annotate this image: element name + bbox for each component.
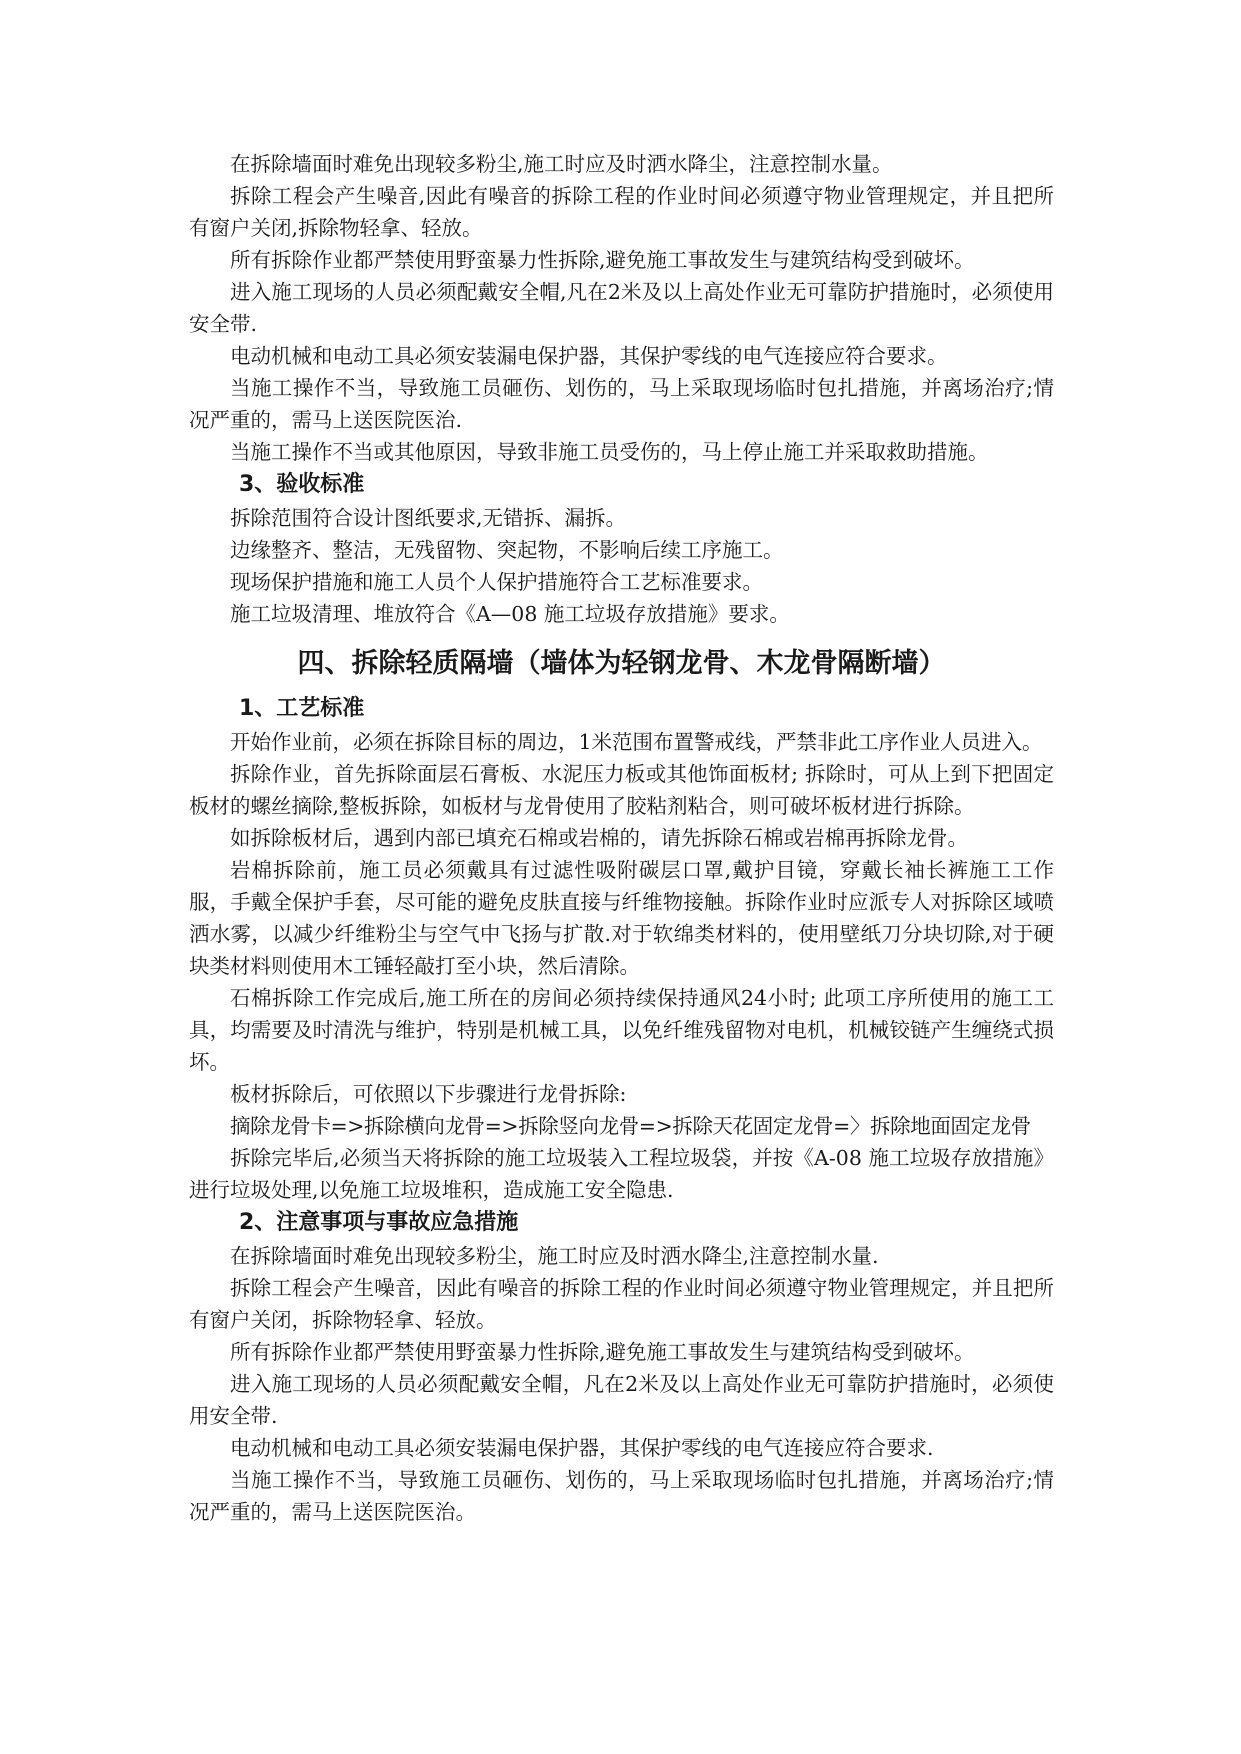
paragraph: 如拆除板材后，遇到内部已填充石棉或岩棉的，请先拆除石棉或岩棉再拆除龙骨。 <box>230 826 968 850</box>
paragraph: 在拆除墙面时难免出现较多粉尘，施工时应及时洒水降尘,注意控制水量. <box>230 1244 879 1268</box>
paragraph: 所有拆除作业都严禁使用野蛮暴力性拆除,避免施工事故发生与建筑结构受到破坏。 <box>230 248 975 272</box>
paragraph: 当施工操作不当或其他原因，导致非施工员受伤的，马上停止施工并采取救助措施。 <box>230 440 989 464</box>
paragraph: 电动机械和电动工具必须安装漏电保护器，其保护零线的电气连接应符合要求. <box>230 1436 934 1460</box>
paragraph: 拆除完毕后,必须当天将拆除的施工垃圾装入工程垃圾袋，并按《A-08 施工垃圾存放措施》进行垃圾处理,以免施工垃圾堆积，造成施工安全隐患. <box>189 1146 1054 1202</box>
paragraph: 板材拆除后，可依照以下步骤进行龙骨拆除: <box>230 1082 627 1106</box>
paragraph: 开始作业前，必须在拆除目标的周边，1米范围布置警戒线，严禁非此工序作业人员进入。 <box>230 730 1043 754</box>
paragraph: 进入施工现场的人员必须配戴安全帽，凡在2米及以上高处作业无可靠防护措施时，必须使用安全带. <box>189 1372 1054 1428</box>
subheading-safety: 2、注意事项与事故应急措施 <box>239 1210 519 1235</box>
document-page <box>189 148 1054 1528</box>
paragraph: 现场保护措施和施工人员个人保护措施符合工艺标准要求。 <box>230 570 763 594</box>
paragraph: 拆除范围符合设计图纸要求,无错拆、漏拆。 <box>230 506 627 530</box>
paragraph: 电动机械和电动工具必须安装漏电保护器，其保护零线的电气连接应符合要求。 <box>230 344 948 368</box>
paragraph: 施工垃圾清理、堆放符合《A—08 施工垃圾存放措施》要求。 <box>230 602 790 626</box>
paragraph: 拆除工程会产生噪音，因此有噪音的拆除工程的作业时间必须遵守物业管理规定，并且把所有窗户关闭，拆除物轻拿、轻放。 <box>189 1276 1054 1332</box>
paragraph: 拆除作业，首先拆除面层石膏板、水泥压力板或其他饰面板材; 拆除时，可从上到下把固定板材的螺丝摘除,整板拆除，如板材与龙骨使用了胶粘剂粘合，则可破坏板材进行拆除。 <box>189 762 1054 818</box>
paragraph: 岩棉拆除前，施工员必须戴具有过滤性吸附碳层口罩,戴护目镜，穿戴长袖长裤施工工作服，手戴全保护手套，尽可能的避免皮肤直接与纤维物接触。拆除作业时应派专人对拆除区域喷洒水雾，以减少纤维粉尘与空气中飞扬与扩散.对于软绵类材料的，使用壁纸刀分块切除,对于硬块类材料则使用木工锤轻敲打至小块，然后清除。 <box>189 858 1054 978</box>
paragraph: 当施工操作不当，导致施工员砸伤、划伤的，马上采取现场临时包扎措施，并离场治疗;情况严重的，需马上送医院医治。 <box>189 1468 1054 1524</box>
paragraph: 在拆除墙面时难免出现较多粉尘,施工时应及时洒水降尘，注意控制水量。 <box>230 152 893 176</box>
paragraph: 当施工操作不当，导致施工员砸伤、划伤的，马上采取现场临时包扎措施，并离场治疗;情况严重的，需马上送医院医治. <box>189 376 1054 432</box>
paragraph: 边缘整齐、整洁，无残留物、突起物，不影响后续工序施工。 <box>230 538 784 562</box>
paragraph: 拆除工程会产生噪音,因此有噪音的拆除工程的作业时间必须遵守物业管理规定，并且把所有窗户关闭,拆除物轻拿、轻放。 <box>189 184 1054 240</box>
paragraph: 摘除龙骨卡=>拆除横向龙骨=>拆除竖向龙骨=>拆除天花固定龙骨=〉拆除地面固定龙骨 <box>230 1114 1031 1138</box>
subheading-craft: 1、工艺标准 <box>239 696 365 721</box>
subheading-acceptance: 3、验收标准 <box>239 472 365 497</box>
paragraph: 石棉拆除工作完成后,施工所在的房间必须持续保持通风24小时; 此项工序所使用的施工工具，均需要及时清洗与维护，特别是机械工具，以免纤维残留物对电机，机械铰链产生缠绕式损坏。 <box>189 986 1054 1074</box>
section-title: 四、拆除轻质隔墙（墙体为轻钢龙骨、木龙骨隔断墙） <box>297 648 946 679</box>
paragraph: 所有拆除作业都严禁使用野蛮暴力性拆除,避免施工事故发生与建筑结构受到破坏。 <box>230 1340 975 1364</box>
paragraph: 进入施工现场的人员必须配戴安全帽,凡在2米及以上高处作业无可靠防护措施时，必须使用安全带. <box>189 280 1054 336</box>
